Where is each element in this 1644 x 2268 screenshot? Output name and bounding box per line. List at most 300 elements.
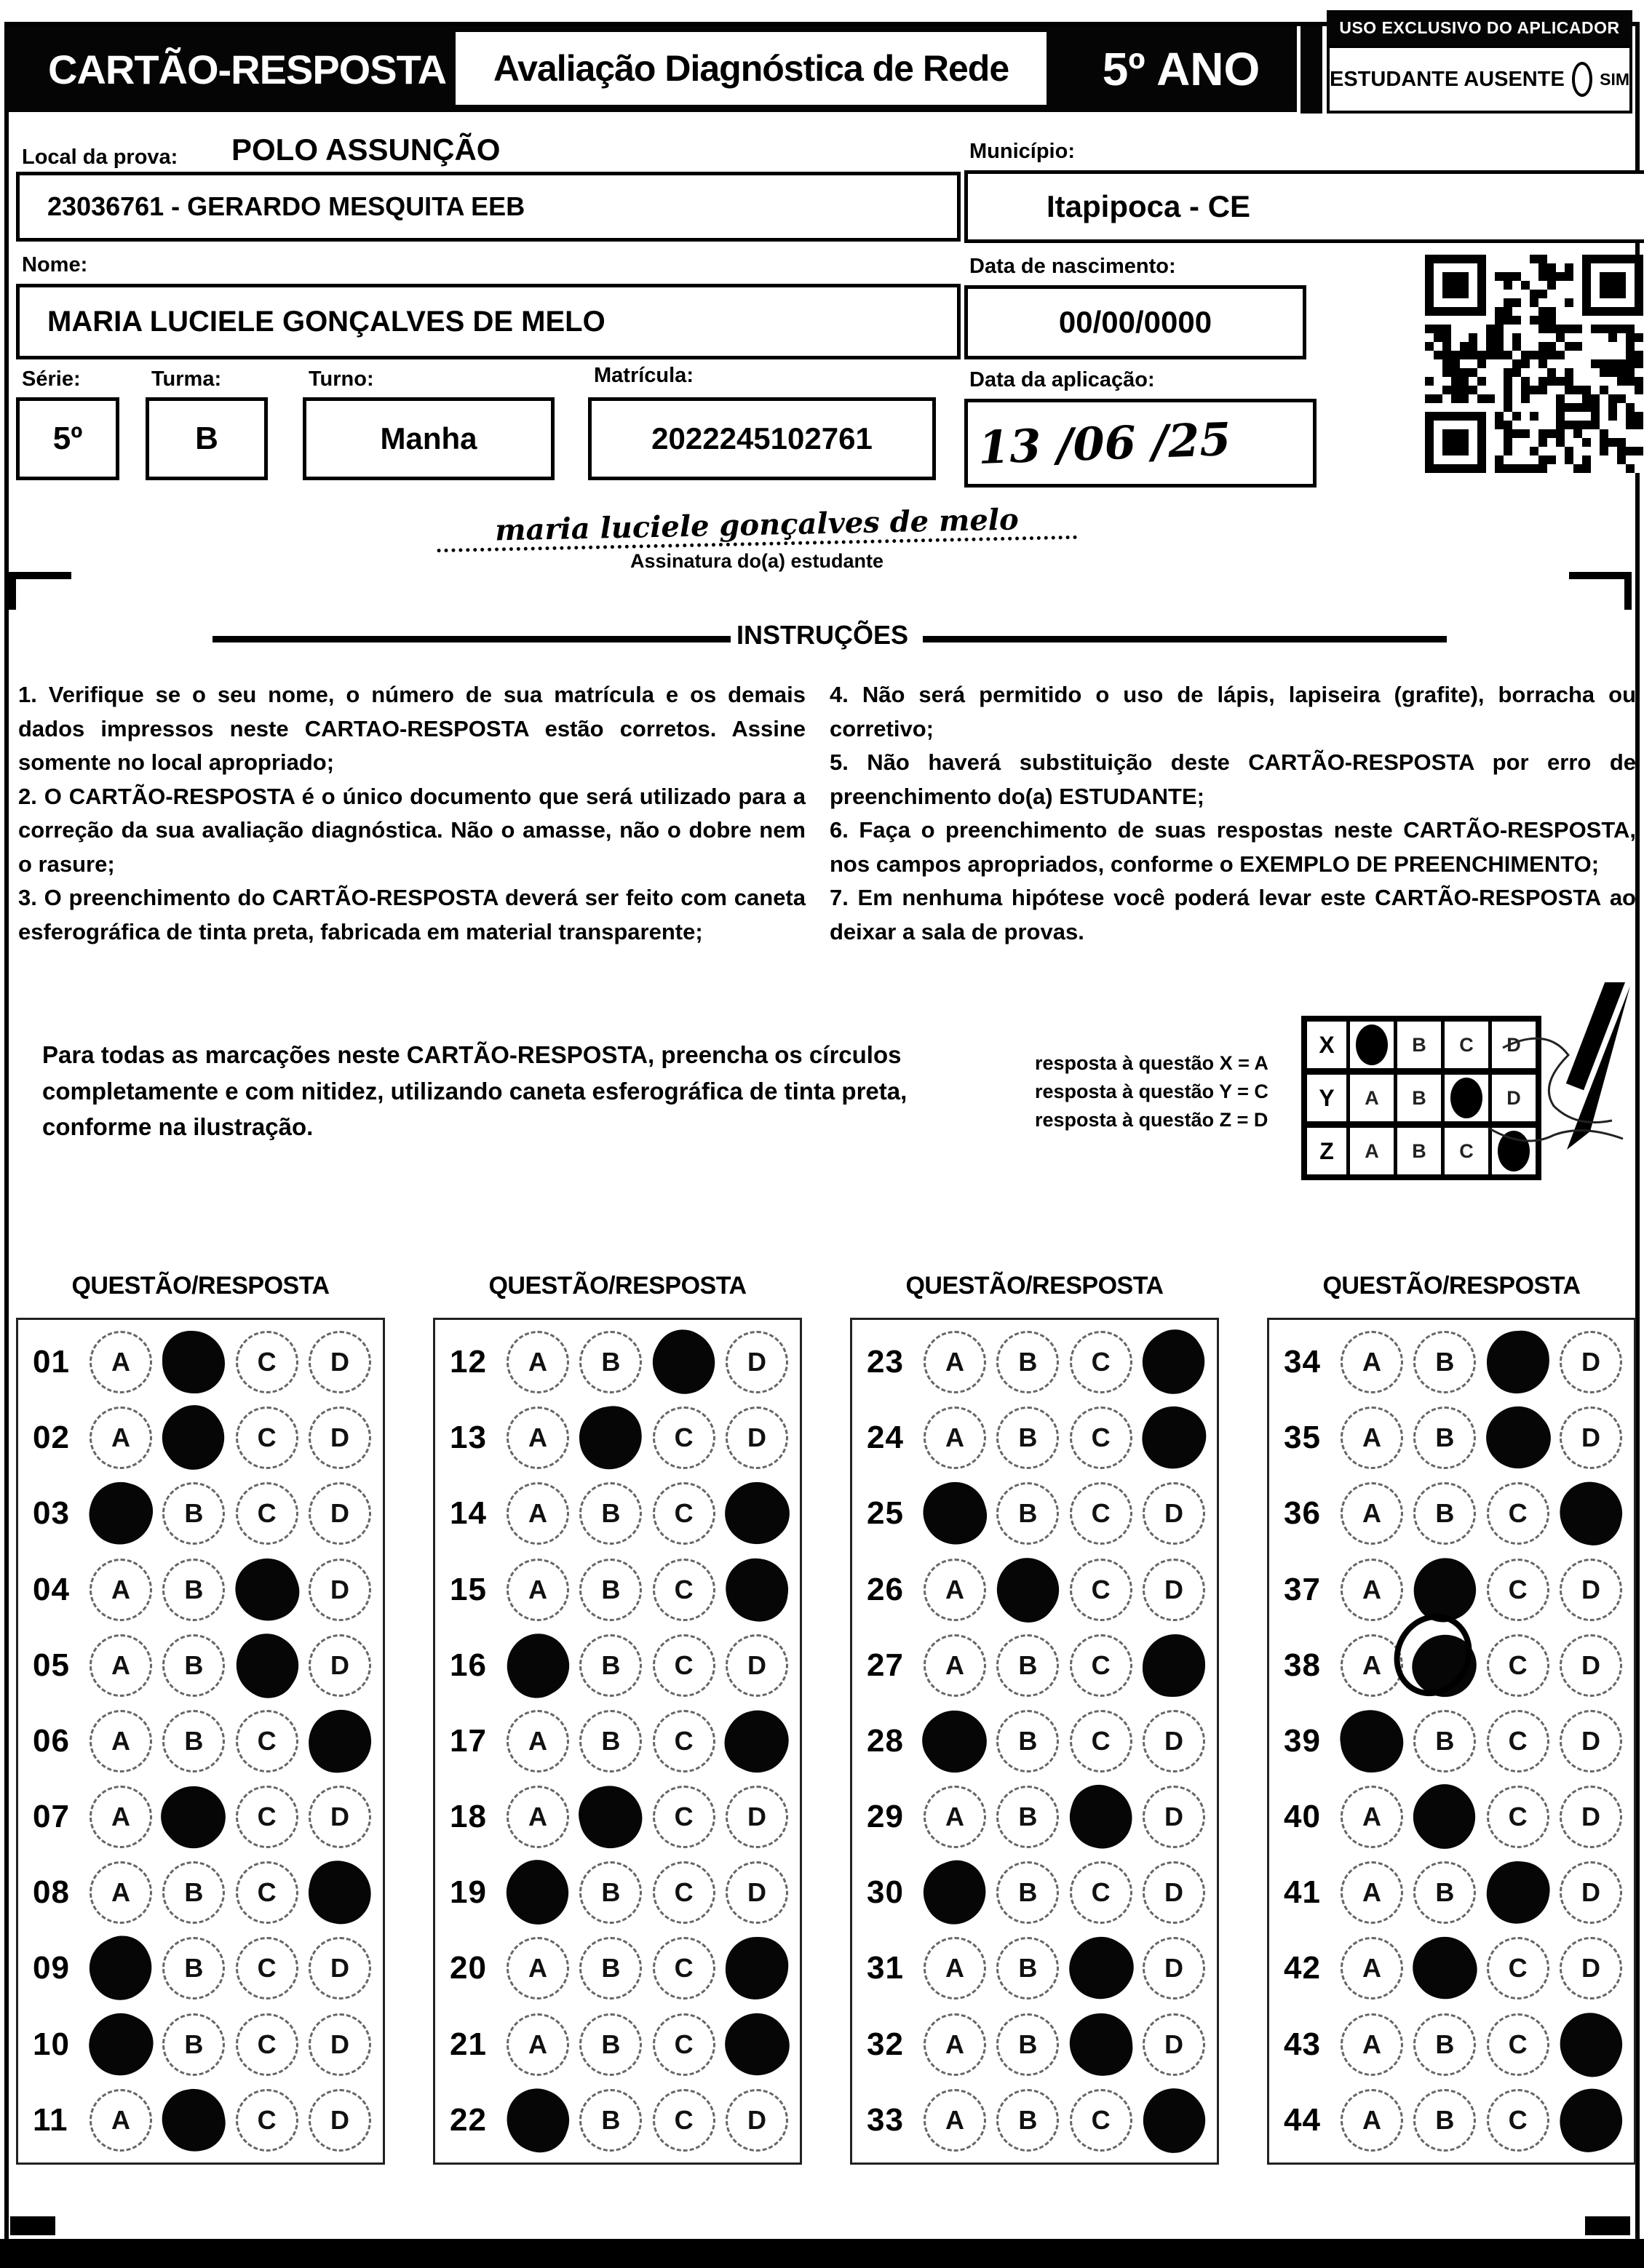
bubble-group: [90, 1861, 371, 1924]
bubble-group: [924, 2013, 1205, 2076]
bubble-group: [507, 1937, 788, 2000]
question-number: 21: [450, 2026, 487, 2062]
bubble-09-D: D: [309, 1937, 371, 2000]
question-row: [1269, 1634, 1634, 1697]
qr-code: [1425, 255, 1643, 473]
question-number: 02: [33, 1420, 70, 1456]
question-number: 33: [867, 2101, 904, 2138]
bubble-39-C: C: [1487, 1710, 1549, 1772]
question-number: 17: [450, 1722, 487, 1759]
bubble-10-A: [79, 2002, 163, 2087]
nascimento-label: Data de nascimento:: [969, 255, 1176, 278]
question-row: [435, 2089, 800, 2152]
bubble-07-C: C: [236, 1786, 298, 1848]
bubble-15-B: B: [579, 1559, 642, 1621]
bubble-group: [507, 1786, 788, 1848]
card-title: CARTÃO-RESPOSTA: [48, 46, 447, 92]
bubble-group: [924, 1937, 1205, 2000]
applicator-title: USO EXCLUSIVO DO APLICADOR: [1339, 17, 1620, 37]
bubble-20-A: A: [507, 1937, 569, 2000]
question-number: 43: [1284, 2026, 1321, 2062]
bubble-12-A: A: [507, 1331, 569, 1393]
question-row: [1269, 1482, 1634, 1545]
name-label: Nome:: [22, 253, 88, 276]
question-row: [18, 2013, 383, 2076]
bubble-42-B: [1402, 1926, 1488, 2011]
bubble-group: [90, 1786, 371, 1848]
bubble-14-C: C: [653, 1482, 715, 1545]
bubble-29-B: B: [996, 1786, 1059, 1848]
question-row: [1269, 1861, 1634, 1924]
bubble-24-C: C: [1070, 1406, 1132, 1469]
turno-label: Turno:: [309, 367, 374, 391]
example-row-label: Y: [1307, 1075, 1346, 1121]
question-number: 03: [33, 1495, 70, 1532]
bubble-group: [90, 2013, 371, 2076]
bubble-36-C: C: [1487, 1482, 1549, 1545]
bubble-32-D: D: [1143, 2013, 1205, 2076]
question-row: [852, 1634, 1217, 1697]
bubble-09-C: C: [236, 1937, 298, 2000]
bubble-04-D: D: [309, 1559, 371, 1621]
bubble-44-B: B: [1413, 2089, 1476, 2152]
bubble-23-A: A: [924, 1331, 986, 1393]
bubble-34-B: B: [1413, 1331, 1476, 1393]
example-legend-line: resposta à questão Y = C: [1035, 1081, 1268, 1102]
bubble-34-D: D: [1560, 1331, 1622, 1393]
filled-mark: [1356, 1024, 1388, 1065]
bubble-40-D: D: [1560, 1786, 1622, 1848]
question-row: [1269, 1937, 1634, 2000]
bubble-15-D: [721, 1554, 792, 1625]
question-row: [435, 1559, 800, 1621]
bubble-22-D: D: [726, 2089, 788, 2152]
bubble-14-B: B: [579, 1482, 642, 1545]
question-number: 35: [1284, 1420, 1321, 1456]
bubble-29-D: D: [1143, 1786, 1205, 1848]
question-number: 24: [867, 1420, 904, 1456]
bubble-23-B: B: [996, 1331, 1059, 1393]
question-row: [435, 1482, 800, 1545]
bubble-44-D: [1553, 2082, 1628, 2157]
example-row-label: Z: [1307, 1128, 1346, 1174]
bubble-34-A: A: [1341, 1331, 1403, 1393]
bubble-group: [924, 1482, 1205, 1545]
bubble-group: [90, 1482, 371, 1545]
bubble-group: [1341, 1861, 1622, 1924]
bubble-43-C: C: [1487, 2013, 1549, 2076]
question-row: [852, 1937, 1217, 2000]
question-number: 29: [867, 1799, 904, 1835]
nascimento-value: 00/00/0000: [1058, 305, 1212, 339]
question-row: [18, 1482, 383, 1545]
question-number: 16: [450, 1647, 487, 1683]
question-number: 14: [450, 1495, 487, 1532]
question-number: 41: [1284, 1874, 1321, 1911]
bubble-group: [507, 1406, 788, 1469]
question-row: [435, 1710, 800, 1772]
question-response-header: QUESTÃO/RESPOSTA: [1322, 1272, 1581, 1300]
bubble-38-D: D: [1560, 1634, 1622, 1697]
question-row: [1269, 1710, 1634, 1772]
signature-label: Assinatura do(a) estudante: [630, 550, 884, 572]
registration-mark: [1585, 2216, 1630, 2235]
question-number: 08: [33, 1874, 70, 1911]
bubble-23-C: C: [1070, 1331, 1132, 1393]
bubble-17-D: [715, 1700, 798, 1783]
bubble-33-D: [1129, 2076, 1218, 2164]
question-number: 15: [450, 1571, 487, 1607]
bubble-group: [1341, 1786, 1622, 1848]
question-number: 27: [867, 1647, 904, 1683]
bubble-02-A: A: [90, 1406, 152, 1469]
bubble-group: [1341, 1634, 1622, 1697]
corner-bracket: [1569, 572, 1632, 579]
bubble-44-A: A: [1341, 2089, 1403, 2152]
bubble-group: [924, 1710, 1205, 1772]
name-field: [16, 284, 961, 359]
question-number: 32: [867, 2026, 904, 2062]
school-value: 23036761 - GERARDO MESQUITA EEB: [47, 191, 525, 221]
bubble-21-C: C: [653, 2013, 715, 2076]
bubble-06-B: B: [162, 1710, 225, 1772]
bubble-18-A: A: [507, 1786, 569, 1848]
question-number: 20: [450, 1950, 487, 1986]
question-number: 11: [33, 2101, 68, 2138]
bubble-40-B: [1401, 1772, 1490, 1861]
question-row: [18, 1406, 383, 1469]
instruction-item: 6. Faça o preenchimento de suas respostas neste CARTÃO-RESPOSTA, nos campos apropriados, conforme o EXEMPLO DE PREENCHIMENTO;: [830, 817, 1636, 877]
bubble-15-C: C: [653, 1559, 715, 1621]
bubble-24-A: A: [924, 1406, 986, 1469]
example-bubble-X-D: D: [1492, 1022, 1536, 1068]
bubble-35-B: B: [1413, 1406, 1476, 1469]
bubble-01-B: [162, 1331, 225, 1393]
bubble-14-A: A: [507, 1482, 569, 1545]
bubble-13-A: A: [507, 1406, 569, 1469]
bubble-03-A: [82, 1475, 159, 1552]
question-response-header: QUESTÃO/RESPOSTA: [71, 1272, 330, 1300]
bubble-28-B: B: [996, 1710, 1059, 1772]
bubble-group: [90, 1710, 371, 1772]
question-row: [1269, 1559, 1634, 1621]
question-row: [435, 1786, 800, 1848]
nascimento-field: [964, 285, 1306, 359]
question-row: [18, 2089, 383, 2152]
municipio-label: Município:: [969, 140, 1075, 163]
bubble-32-B: B: [996, 2013, 1059, 2076]
municipio-value: Itapipoca - CE: [1047, 189, 1251, 223]
question-row: [852, 1861, 1217, 1924]
bubble-30-D: D: [1143, 1861, 1205, 1924]
bubble-28-A: [911, 1698, 998, 1785]
bubble-06-A: A: [90, 1710, 152, 1772]
bubble-21-B: B: [579, 2013, 642, 2076]
bubble-43-A: A: [1341, 2013, 1403, 2076]
question-response-header: QUESTÃO/RESPOSTA: [905, 1272, 1164, 1300]
bubble-group: [1341, 1406, 1622, 1469]
question-number: 05: [33, 1647, 70, 1683]
serie-value: 5º: [52, 421, 83, 456]
question-number: 37: [1284, 1571, 1321, 1607]
bubble-19-B: B: [579, 1861, 642, 1924]
bubble-group: [507, 1634, 788, 1697]
bubble-01-A: A: [90, 1331, 152, 1393]
bubble-32-C: [1067, 2010, 1135, 2078]
answer-grid: [850, 1318, 1219, 2165]
bubble-17-C: C: [653, 1710, 715, 1772]
bubble-38-A: A: [1341, 1634, 1403, 1697]
question-row: [852, 1406, 1217, 1469]
serie-field: [16, 397, 119, 480]
example-bubble-X-A: [1350, 1022, 1394, 1068]
exam-title-box: [456, 32, 1047, 105]
turno-field: [303, 397, 555, 480]
answer-section: [16, 1272, 1636, 2165]
bubble-29-A: A: [924, 1786, 986, 1848]
bubble-19-D: D: [726, 1861, 788, 1924]
bubble-33-B: B: [996, 2089, 1059, 2152]
bubble-20-D: [724, 1935, 790, 2001]
example-bubble-Z-C: C: [1445, 1128, 1488, 1174]
bubble-17-B: B: [579, 1710, 642, 1772]
question-number: 30: [867, 1874, 904, 1911]
bubble-38-C: C: [1487, 1634, 1549, 1697]
bubble-35-A: A: [1341, 1406, 1403, 1469]
bubble-10-B: B: [162, 2013, 225, 2076]
bubble-43-B: B: [1413, 2013, 1476, 2076]
answer-grid: [16, 1318, 385, 2165]
name-value: MARIA LUCIELE GONÇALVES DE MELO: [47, 305, 605, 338]
question-row: [852, 1710, 1217, 1772]
header-divider: [1300, 26, 1322, 114]
bubble-01-D: D: [309, 1331, 371, 1393]
bubble-19-C: C: [653, 1861, 715, 1924]
bubble-group: [507, 2089, 788, 2152]
bubble-group: [1341, 1559, 1622, 1621]
bubble-group: [1341, 1482, 1622, 1545]
instruction-item: 1. Verifique se o seu nome, o número de sua matrícula e os demais dados impressos neste CARTAO-RESPOSTA estão corretos. Assine somente no local apropriado;: [18, 682, 806, 775]
bubble-06-D: [306, 1707, 373, 1775]
bubble-33-C: C: [1070, 2089, 1132, 2152]
bubble-18-C: C: [653, 1786, 715, 1848]
bubble-16-C: C: [653, 1634, 715, 1697]
bubble-24-B: B: [996, 1406, 1059, 1469]
example-row-label: X: [1307, 1022, 1346, 1068]
answer-column: [850, 1272, 1219, 2165]
bubble-group: [1341, 1937, 1622, 2000]
question-number: 38: [1284, 1647, 1321, 1683]
example-bubble-X-B: B: [1397, 1022, 1441, 1068]
bubble-04-C: [226, 1549, 307, 1630]
bubble-group: [90, 1634, 371, 1697]
bubble-05-D: D: [309, 1634, 371, 1697]
bubble-group: [1341, 2089, 1622, 2152]
bubble-20-C: C: [653, 1937, 715, 2000]
bubble-28-C: C: [1070, 1710, 1132, 1772]
bubble-group: [507, 1482, 788, 1545]
turno-value: Manha: [380, 421, 477, 455]
bubble-07-B: [150, 1772, 238, 1861]
bubble-31-A: A: [924, 1937, 986, 2000]
bubble-17-A: A: [507, 1710, 569, 1772]
bubble-12-C: [641, 1320, 726, 1405]
grade-label: 5º ANO: [1102, 43, 1260, 95]
question-row: [1269, 1331, 1634, 1393]
bubble-27-D: [1143, 1634, 1205, 1697]
turma-label: Turma:: [151, 367, 222, 391]
instructions-rule-right: [923, 636, 1447, 642]
bubble-27-C: C: [1070, 1634, 1132, 1697]
question-row: [18, 1634, 383, 1697]
bubble-34-C: [1485, 1329, 1550, 1395]
page-border-left: [4, 22, 9, 2268]
bubble-23-D: [1131, 1319, 1218, 1406]
question-row: [852, 1786, 1217, 1848]
bubble-33-A: A: [924, 2089, 986, 2152]
serie-label: Série:: [22, 367, 81, 391]
bubble-group: [924, 1786, 1205, 1848]
instructions-right-column: [830, 678, 1636, 949]
question-row: [1269, 1786, 1634, 1848]
bubble-09-B: B: [162, 1937, 225, 2000]
filled-mark: [1450, 1078, 1482, 1118]
bubble-39-B: B: [1413, 1710, 1476, 1772]
bubble-08-A: A: [90, 1861, 152, 1924]
bubble-39-D: D: [1560, 1710, 1622, 1772]
aplicacao-label: Data da aplicação:: [969, 368, 1155, 391]
question-number: 09: [33, 1950, 70, 1986]
bubble-41-D: D: [1560, 1861, 1622, 1924]
bubble-37-A: A: [1341, 1559, 1403, 1621]
question-number: 26: [867, 1571, 904, 1607]
bubble-40-A: A: [1341, 1786, 1403, 1848]
instructions-title: INSTRUÇÕES: [736, 620, 909, 650]
question-row: [1269, 2089, 1634, 2152]
bubble-14-D: [712, 1470, 801, 1559]
bubble-group: [924, 1406, 1205, 1469]
aplicacao-field: [964, 399, 1317, 488]
bubble-05-A: A: [90, 1634, 152, 1697]
bubble-11-C: C: [236, 2089, 298, 2152]
bubble-13-C: C: [653, 1406, 715, 1469]
bubble-group: [90, 1331, 371, 1393]
question-row: [1269, 2013, 1634, 2076]
bubble-21-D: [713, 2001, 800, 2088]
bubble-37-D: D: [1560, 1559, 1622, 1621]
corner-bracket: [9, 572, 71, 579]
bubble-12-D: D: [726, 1331, 788, 1393]
bubble-25-C: C: [1070, 1482, 1132, 1545]
matricula-value: 2022245102761: [651, 421, 873, 455]
question-row: [435, 1634, 800, 1697]
exam-title: Avaliação Diagnóstica de Rede: [493, 48, 1009, 89]
bubble-10-C: C: [236, 2013, 298, 2076]
instructions-left-column: [18, 678, 806, 949]
question-row: [18, 1710, 383, 1772]
bubble-25-D: D: [1143, 1482, 1205, 1545]
question-number: 42: [1284, 1950, 1321, 1986]
absent-label: ESTUDANTE AUSENTE: [1330, 67, 1565, 91]
bubble-group: [924, 1634, 1205, 1697]
answer-column: [16, 1272, 385, 2165]
turma-value: B: [195, 421, 218, 456]
question-number: 40: [1284, 1799, 1321, 1835]
bubble-04-A: A: [90, 1559, 152, 1621]
example-bubble-Z-A: A: [1350, 1128, 1394, 1174]
bubble-16-A: [496, 1623, 581, 1708]
header-bar: [6, 26, 1297, 112]
bubble-44-C: C: [1487, 2089, 1549, 2152]
bubble-group: [924, 1861, 1205, 1924]
instruction-item: 4. Não será permitido o uso de lápis, lapiseira (grafite), borracha ou corretivo;: [830, 682, 1636, 741]
bubble-03-B: B: [162, 1482, 225, 1545]
bubble-02-B: [150, 1394, 237, 1481]
bubble-30-C: C: [1070, 1861, 1132, 1924]
bubble-group: [507, 1559, 788, 1621]
bubble-22-B: B: [579, 2089, 642, 2152]
bubble-group: [1341, 1710, 1622, 1772]
question-number: 18: [450, 1799, 487, 1835]
answer-column: [1267, 1272, 1636, 2165]
bubble-16-D: D: [726, 1634, 788, 1697]
bubble-group: [507, 2013, 788, 2076]
bubble-36-B: B: [1413, 1482, 1476, 1545]
bubble-20-B: B: [579, 1937, 642, 2000]
question-number: 25: [867, 1495, 904, 1532]
bubble-42-A: A: [1341, 1937, 1403, 2000]
bubble-11-B: [158, 2084, 231, 2157]
question-row: [435, 1406, 800, 1469]
question-response-header: QUESTÃO/RESPOSTA: [488, 1272, 747, 1300]
answer-grid: [1267, 1318, 1636, 2165]
bubble-11-A: A: [90, 2089, 152, 2152]
pen-hand-illustration: [1481, 982, 1644, 1201]
bubble-43-D: [1549, 2003, 1632, 2086]
question-row: [435, 1861, 800, 1924]
bubble-group: [924, 1331, 1205, 1393]
bubble-08-D: [303, 1856, 377, 1930]
question-row: [18, 1786, 383, 1848]
question-row: [435, 1331, 800, 1393]
bubble-03-D: D: [309, 1482, 371, 1545]
marking-note: Para todas as marcações neste CARTÃO-RESPOSTA, preencha os círculos completamente e com nitidez, utilizando caneta esferográfica de tinta preta, conforme na ilustração.: [42, 1041, 908, 1140]
bubble-13-B: [576, 1403, 646, 1473]
matricula-label: Matrícula:: [594, 364, 694, 387]
question-number: 06: [33, 1722, 70, 1759]
question-row: [18, 1937, 383, 2000]
question-number: 04: [33, 1571, 70, 1607]
absent-option-label: SIM: [1600, 69, 1629, 89]
question-number: 10: [33, 2026, 70, 2062]
question-number: 28: [867, 1722, 904, 1759]
question-row: [18, 1559, 383, 1621]
bubble-19-A: [493, 1849, 581, 1937]
example-bubble-Z-B: B: [1397, 1128, 1441, 1174]
bubble-41-A: A: [1341, 1861, 1403, 1924]
bubble-01-C: C: [236, 1331, 298, 1393]
bubble-07-D: D: [309, 1786, 371, 1848]
bubble-09-A: [79, 1927, 163, 2010]
bottom-scan-bar: [0, 2239, 1644, 2268]
example-legend-line: resposta à questão X = A: [1035, 1052, 1268, 1074]
question-row: [435, 1937, 800, 2000]
question-row: [852, 1331, 1217, 1393]
question-number: 39: [1284, 1722, 1321, 1759]
example-legend-line: resposta à questão Z = D: [1035, 1109, 1268, 1131]
signature-handwritten: maria luciele gonçalves de melo: [437, 501, 1078, 552]
example-bubble-Y-D: D: [1492, 1075, 1536, 1121]
